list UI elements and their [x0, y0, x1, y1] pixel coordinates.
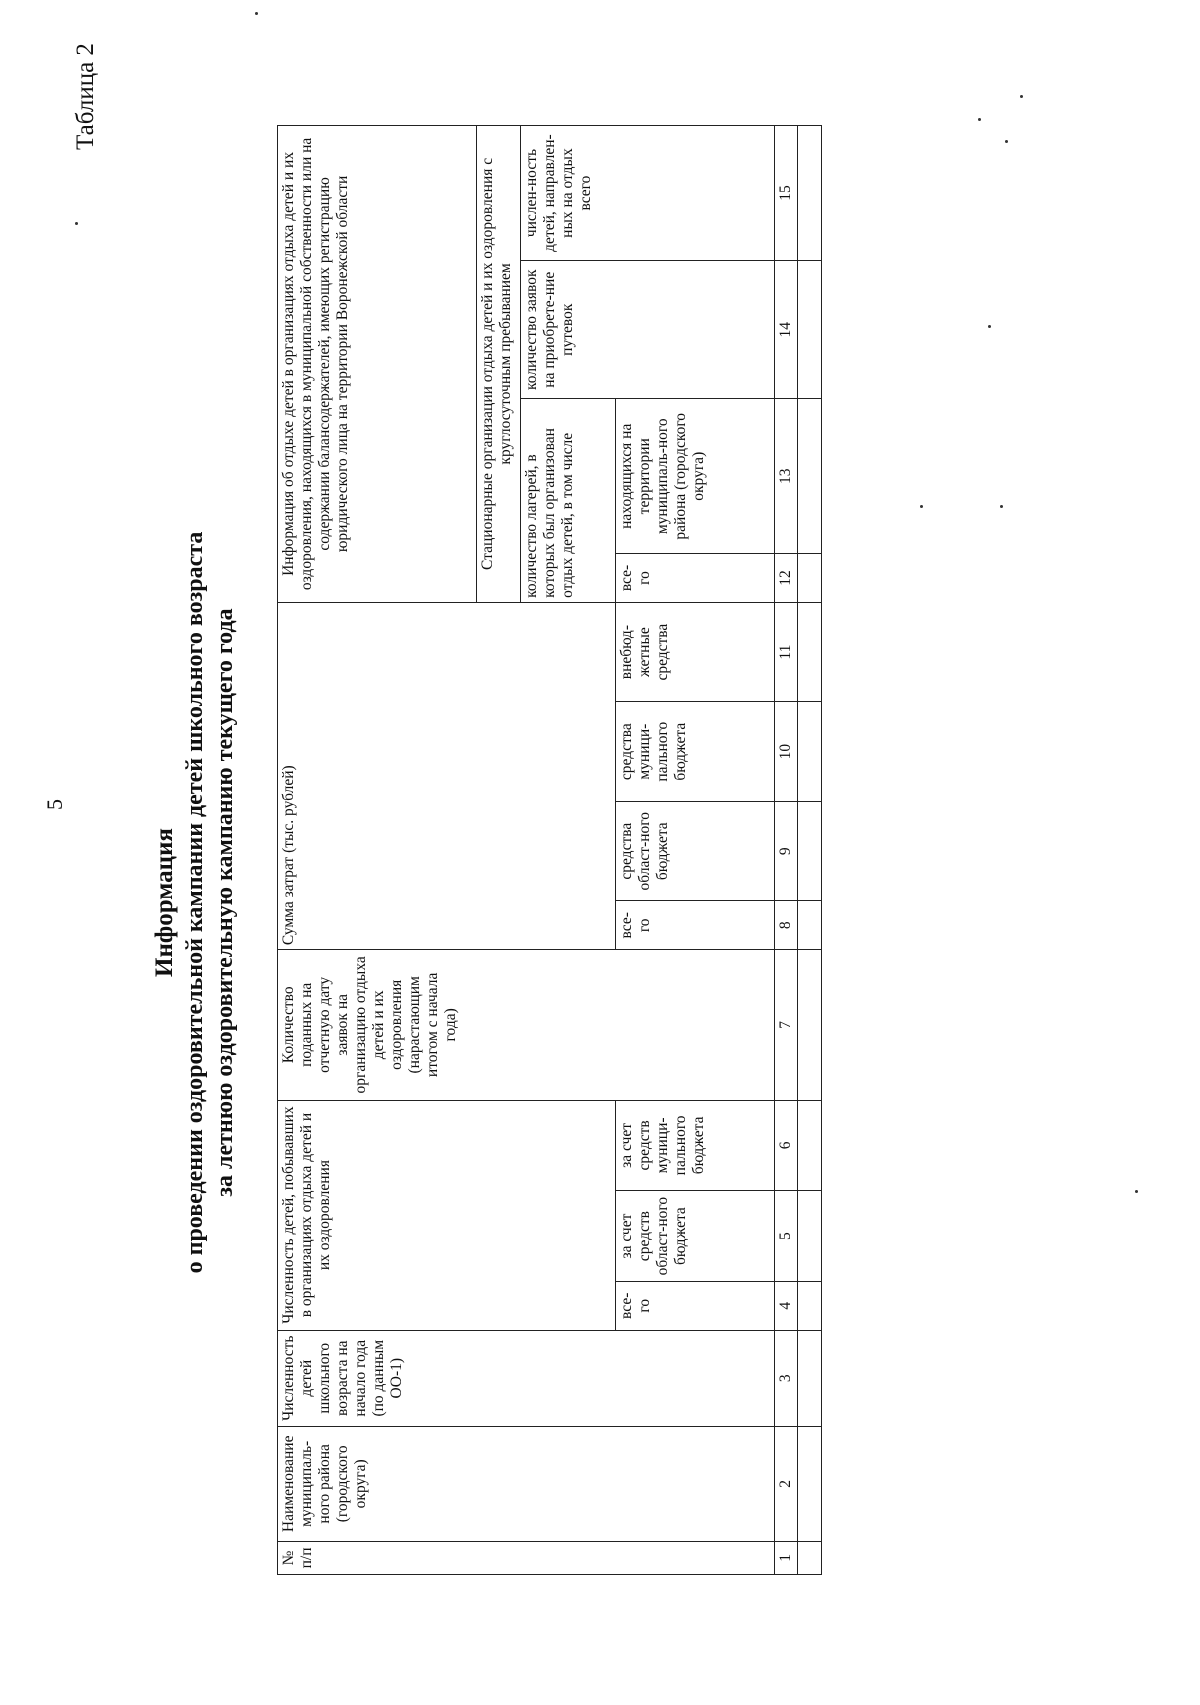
empty-cell: [798, 261, 822, 399]
column-number: 7: [774, 950, 798, 1100]
page-number: 5: [42, 799, 67, 810]
column-number: 11: [774, 602, 798, 702]
scan-speck: [978, 118, 981, 121]
column-number: 4: [774, 1281, 798, 1330]
title-line-2: о проведении оздоровительной кампании детей школьного возраста: [182, 531, 208, 1274]
empty-cell: [798, 1426, 822, 1541]
column-number: 5: [774, 1191, 798, 1282]
scan-speck: [255, 12, 258, 15]
title-line-3: за летнюю оздоровительную кампанию текущего года: [212, 608, 238, 1197]
scan-speck: [988, 325, 991, 328]
column-number: 2: [774, 1426, 798, 1541]
header-voucher-requests: количество заявок на приобрете-ние путевок: [521, 261, 775, 399]
header-camps-total: все-го: [616, 554, 774, 603]
header-exp-regional: средства област-ного бюджета: [616, 801, 774, 901]
column-number: 12: [774, 554, 798, 603]
empty-cell: [798, 1100, 822, 1191]
column-number: 9: [774, 801, 798, 901]
header-applications: Количество поданных на отчетную дату заявок на организацию отдыха детей и их оздоровления (нарастающим итогом с начала года): [278, 950, 775, 1100]
header-exp-offbudget: внебюд-жетные средства: [616, 602, 774, 702]
header-exp-total: все-го: [616, 901, 774, 950]
scan-speck: [1020, 95, 1023, 98]
header-camps-local: находящихся на территории муниципаль-ного района (городского округа): [616, 399, 774, 554]
scan-speck: [1000, 505, 1003, 508]
header-district: Наименование муниципаль-ного района (городского округа): [278, 1426, 775, 1541]
header-visited-municipal: за счет средств муници-пального бюджета: [616, 1100, 774, 1191]
column-number: 8: [774, 901, 798, 950]
column-number: 10: [774, 702, 798, 802]
column-number: 13: [774, 399, 798, 554]
header-stationary: Стационарные организации отдыха детей и их оздоровления с круглосуточным пребыванием: [477, 126, 521, 603]
header-expenses: Сумма затрат (тыс. рублей): [278, 602, 616, 949]
report-table: [277, 125, 822, 1575]
header-exp-municipal: средства муници-пального бюджета: [616, 702, 774, 802]
empty-cell: [798, 602, 822, 702]
header-visited-total: все-го: [616, 1281, 774, 1330]
empty-cell: [798, 1541, 822, 1574]
header-sent-children: числен-ность детей, направлен-ных на отдых всего: [521, 126, 775, 261]
header-visited-regional: за счет средств област-ного бюджета: [616, 1191, 774, 1282]
column-number: 1: [774, 1541, 798, 1574]
header-camps: количество лагерей, в которых был организован отдых детей, в том числе: [521, 399, 616, 602]
scan-speck: [1005, 140, 1008, 143]
empty-data-row: [798, 126, 822, 1575]
header-visited: Численность детей, побывавших в организациях отдыха детей и их оздоровления: [278, 1100, 616, 1330]
title-line-1: Информация: [151, 828, 178, 977]
empty-cell: [798, 126, 822, 261]
empty-cell: [798, 901, 822, 950]
scan-speck: [920, 505, 923, 508]
column-number: 15: [774, 126, 798, 261]
empty-cell: [798, 702, 822, 802]
empty-cell: [798, 950, 822, 1100]
empty-cell: [798, 1281, 822, 1330]
table-label: Таблица 2: [72, 43, 99, 150]
scan-speck: [1135, 1190, 1138, 1193]
scan-speck: [75, 222, 78, 225]
column-number: 3: [774, 1330, 798, 1426]
header-num: № п/п: [278, 1541, 775, 1574]
column-number: 14: [774, 261, 798, 399]
column-number: 6: [774, 1100, 798, 1191]
empty-cell: [798, 801, 822, 901]
empty-cell: [798, 554, 822, 603]
empty-cell: [798, 399, 822, 554]
document-title: [150, 355, 240, 1450]
empty-cell: [798, 1330, 822, 1426]
header-children-count: Численность детей школьного возраста на начало года (по данным ОО-1): [278, 1330, 775, 1426]
column-number-row: [774, 126, 798, 1575]
header-info: Информация об отдыхе детей в организациях отдыха детей и их оздоровления, находящихся в муниципальной собственности или на содержании балансодержателей, имеющих регистрацию юридического лица на территории Воронежской области: [278, 126, 477, 603]
empty-cell: [798, 1191, 822, 1282]
